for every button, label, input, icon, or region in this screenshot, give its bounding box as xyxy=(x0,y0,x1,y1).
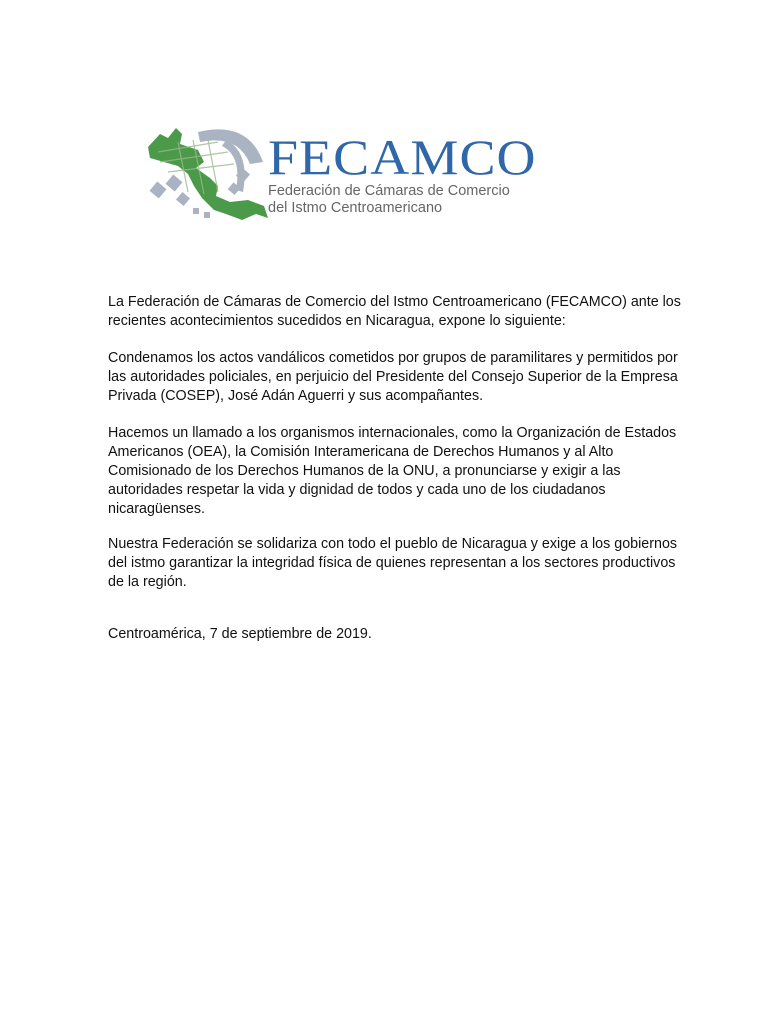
text-line: Americanos (OEA), la Comisión Interamericana de Derechos Humanos y al Alto xyxy=(108,444,614,460)
paragraph-intro xyxy=(108,293,681,331)
closing-date: Centroamérica, 7 de septiembre de 2019. xyxy=(108,626,372,642)
text-line: Comisionado de los Derechos Humanos de la ONU, a pronunciarse y exigir a las xyxy=(108,463,621,479)
text-line: las autoridades policiales, en perjuicio del Presidente del Consejo Superior de la Empresa xyxy=(108,369,678,385)
text-line: nicaragüenses. xyxy=(108,501,205,517)
text-line: Nuestra Federación se solidariza con todo el pueblo de Nicaragua y exige a los gobiernos xyxy=(108,536,678,552)
paragraph-call-to-organizations xyxy=(108,424,676,519)
text-line: La Federación de Cámaras de Comercio del Istmo Centroamericano (FECAMCO) ante los xyxy=(108,294,681,310)
logo-subtitle-line2: del Istmo Centroamericano xyxy=(268,200,443,216)
paragraph-solidarity xyxy=(108,535,677,592)
text-line: de la región. xyxy=(108,574,187,590)
paragraph-condemnation xyxy=(108,349,678,406)
text-line: Privada (COSEP), José Adán Aguerri y sus acompañantes. xyxy=(108,388,484,404)
text-line: autoridades respetar la vida y dignidad de todos y cada uno de los ciudadanos xyxy=(108,482,606,498)
logo-subtitle-line1: Federación de Cámaras de Comercio xyxy=(268,183,510,199)
text-line: Hacemos un llamado a los organismos internacionales, como la Organización de Estados xyxy=(108,425,677,441)
text-line: Condenamos los actos vandálicos cometidos por grupos de paramilitares y permitidos por xyxy=(108,350,678,366)
logo-title: FECAMCO xyxy=(268,129,537,185)
text-line: del istmo garantizar la integridad física de quienes representan a los sectores productivos xyxy=(108,555,676,571)
text-line: recientes acontecimientos sucedidos en Nicaragua, expone lo siguiente: xyxy=(108,313,566,329)
